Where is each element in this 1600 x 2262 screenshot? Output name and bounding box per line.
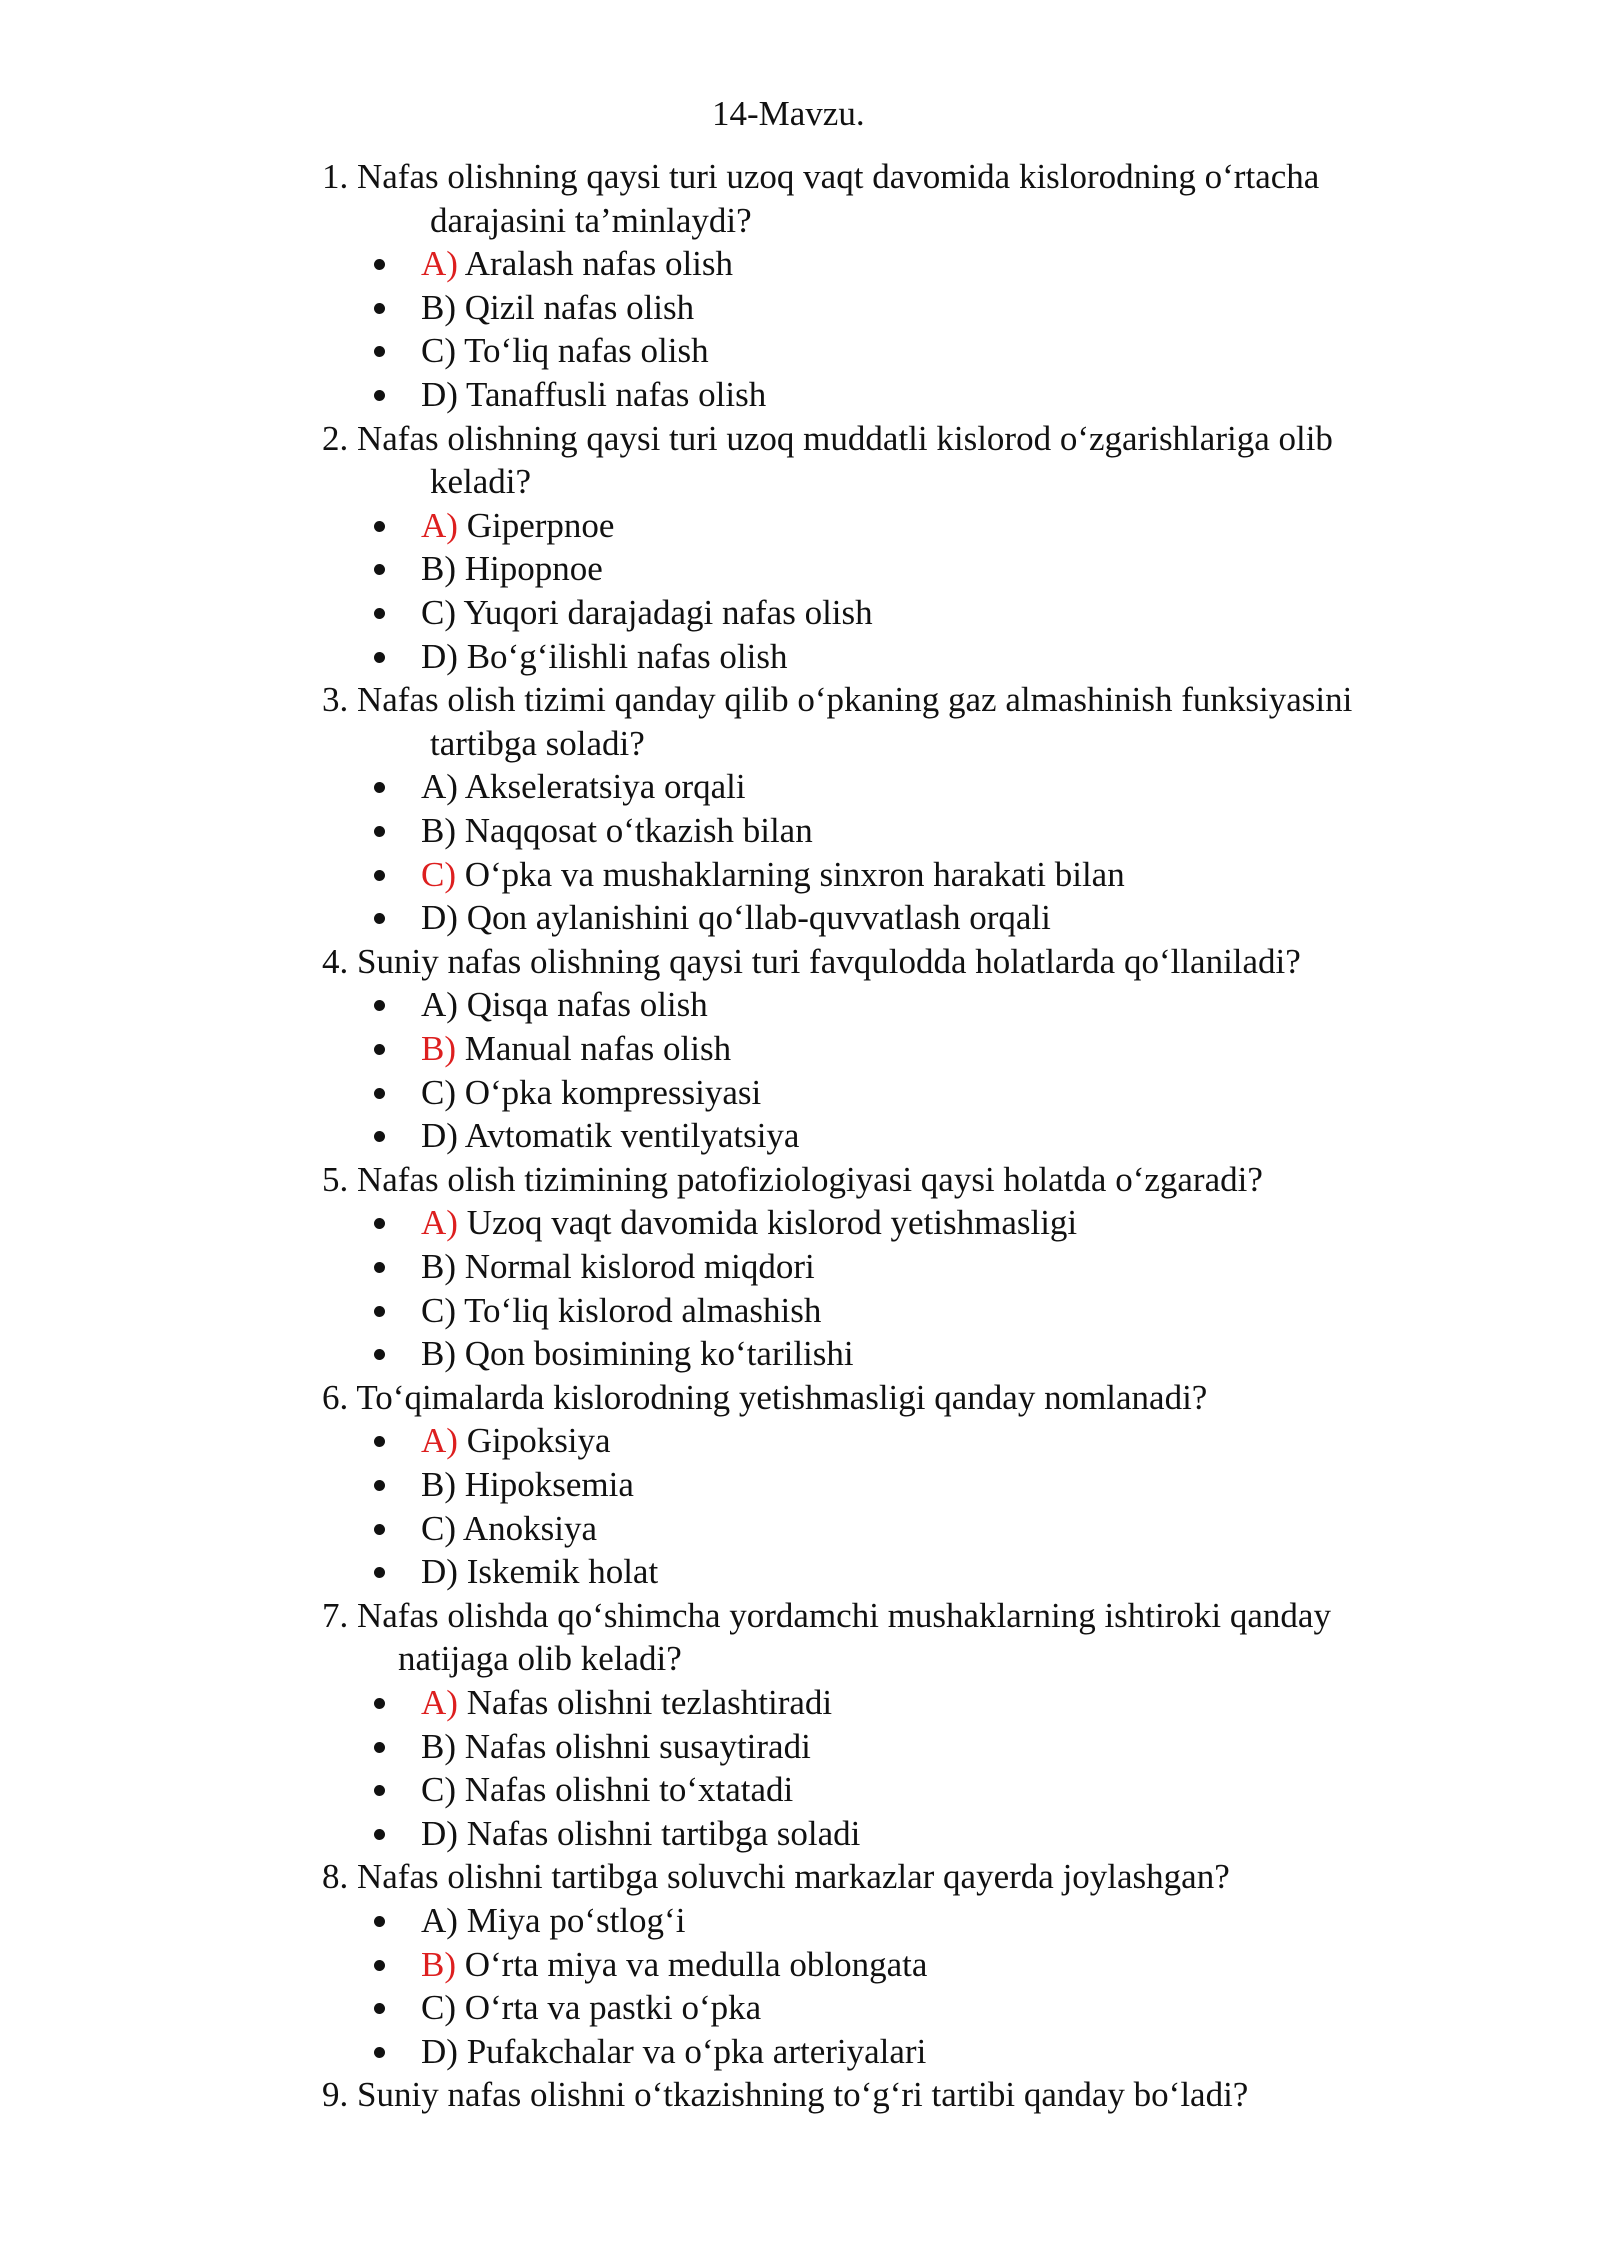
option-text: Hipopnoe xyxy=(456,549,603,589)
bullet-icon xyxy=(374,1044,385,1055)
answer-option xyxy=(421,1332,854,1376)
option-text: O‘rta va pastki o‘pka xyxy=(456,1988,762,2028)
answer-option xyxy=(421,2030,926,2074)
answer-option xyxy=(421,896,1051,940)
option-text: Hipoksemia xyxy=(456,1465,634,1504)
option-text: Iskemik holat xyxy=(457,1552,659,1592)
option-letter: B) xyxy=(421,811,456,850)
answer-option xyxy=(421,1419,611,1463)
correct-option-letter: B) xyxy=(421,1029,456,1068)
option-letter: A) xyxy=(421,1901,458,1940)
bullet-icon xyxy=(374,564,385,575)
answer-option xyxy=(421,1812,860,1856)
option-text: Uzoq vaqt davomida kislorod yetishmasligi xyxy=(457,1203,1078,1243)
bullet-icon xyxy=(374,1306,385,1317)
correct-option-letter: A) xyxy=(421,1203,458,1243)
option-letter: D) xyxy=(421,375,458,414)
answer-option xyxy=(421,591,873,635)
option-letter: B) xyxy=(421,1726,456,1766)
correct-option-letter: B) xyxy=(421,1944,456,1984)
option-letter: C) xyxy=(421,1770,456,1810)
answer-option xyxy=(421,547,603,591)
option-text: O‘rta miya va medulla oblongata xyxy=(456,1944,928,1984)
answer-option xyxy=(421,1289,821,1333)
answer-option xyxy=(421,1550,658,1594)
option-text: To‘liq kislorod almashish xyxy=(456,1290,822,1330)
answer-option xyxy=(421,1768,793,1812)
answer-option xyxy=(421,1245,815,1289)
bullet-icon xyxy=(374,346,385,357)
option-letter: B) xyxy=(421,287,456,327)
option-letter: C) xyxy=(421,1508,456,1548)
answer-option xyxy=(421,329,709,373)
bullet-icon xyxy=(374,1785,385,1796)
option-letter: A) xyxy=(421,767,458,807)
option-text: Avtomatik ventilyatsiya xyxy=(457,1116,800,1156)
bullet-icon xyxy=(374,390,385,401)
answer-option xyxy=(421,809,813,853)
bullet-icon xyxy=(374,1218,385,1229)
option-letter: D) xyxy=(421,1116,458,1156)
option-text: Yuqori darajadagi nafas olish xyxy=(456,593,873,632)
option-text: Nafas olishni tartibga soladi xyxy=(457,1813,861,1853)
option-text: Miya po‘stlog‘i xyxy=(457,1901,686,1940)
question-text: 7. Nafas olishda qo‘shimcha yordamchi mushaklarning ishtiroki qanday xyxy=(322,1595,1331,1635)
correct-option-letter: A) xyxy=(421,1421,458,1461)
answer-option xyxy=(421,1986,761,2030)
answer-option xyxy=(421,1114,799,1158)
option-text: Manual nafas olish xyxy=(456,1029,732,1068)
option-text: Bo‘g‘ilishli nafas olish xyxy=(457,636,788,676)
bullet-icon xyxy=(374,1916,385,1927)
option-text: Tanaffusli nafas olish xyxy=(457,375,767,414)
option-text: Qizil nafas olish xyxy=(456,287,695,327)
option-text: Qisqa nafas olish xyxy=(457,985,708,1025)
option-text: Nafas olishni susaytiradi xyxy=(456,1726,811,1766)
bullet-icon xyxy=(374,1000,385,1011)
correct-option-letter: A) xyxy=(421,244,458,284)
option-letter: C) xyxy=(421,1072,456,1112)
correct-option-letter: A) xyxy=(421,1683,458,1722)
answer-option xyxy=(421,1899,685,1943)
question-text: 4. Suniy nafas olishning qaysi turi favqulodda holatlarda qo‘llaniladi? xyxy=(322,941,1301,981)
bullet-icon xyxy=(374,1829,385,1840)
bullet-icon xyxy=(374,303,385,314)
option-text: Nafas olishni tezlashtiradi xyxy=(457,1683,833,1722)
bullet-icon xyxy=(374,782,385,793)
option-letter: D) xyxy=(421,1552,458,1592)
bullet-icon xyxy=(374,1131,385,1142)
bullet-icon xyxy=(374,1742,385,1753)
bullet-icon xyxy=(374,521,385,532)
answer-option xyxy=(421,635,788,679)
option-letter: B) xyxy=(421,1465,456,1504)
bullet-icon xyxy=(374,652,385,663)
bullet-icon xyxy=(374,2003,385,2014)
bullet-icon xyxy=(374,2047,385,2058)
question-text: 9. Suniy nafas olishni o‘tkazishning to‘g‘ri tartibi qanday bo‘ladi? xyxy=(322,2075,1249,2115)
answer-option xyxy=(421,373,766,417)
answer-option xyxy=(421,1681,832,1725)
option-text: Anoksiya xyxy=(456,1508,597,1548)
option-text: Normal kislorod miqdori xyxy=(456,1247,815,1286)
option-text: O‘pka va mushaklarning sinxron harakati bilan xyxy=(456,854,1125,894)
bullet-icon xyxy=(374,1567,385,1578)
answer-option xyxy=(421,286,694,330)
option-text: Akseleratsiya orqali xyxy=(457,767,746,807)
option-letter: C) xyxy=(421,593,456,632)
bullet-icon xyxy=(374,870,385,881)
bullet-icon xyxy=(374,1088,385,1099)
option-text: Pufakchalar va o‘pka arteriyalari xyxy=(457,2031,927,2071)
option-text: Qon aylanishini qo‘llab-quvvatlash orqali xyxy=(457,898,1051,938)
option-letter: B) xyxy=(421,549,456,589)
bullet-icon xyxy=(374,259,385,270)
option-text: Naqqosat o‘tkazish bilan xyxy=(456,811,813,850)
answer-option xyxy=(421,1507,597,1551)
answer-option xyxy=(421,765,746,809)
bullet-icon xyxy=(374,826,385,837)
answer-option xyxy=(421,853,1125,897)
correct-option-letter: A) xyxy=(421,505,458,545)
option-text: O‘pka kompressiyasi xyxy=(456,1072,762,1112)
question-text: 5. Nafas olish tizimining patofiziologiyasi qaysi holatda o‘zgaradi? xyxy=(322,1159,1263,1199)
answer-option xyxy=(421,1943,927,1987)
bullet-icon xyxy=(374,1262,385,1273)
bullet-icon xyxy=(374,608,385,619)
question-text-continued: keladi? xyxy=(430,462,532,502)
question-text: 3. Nafas olish tizimi qanday qilib o‘pkaning gaz almashinish funksiyasini xyxy=(322,680,1353,720)
answer-option xyxy=(421,1463,634,1507)
bullet-icon xyxy=(374,1698,385,1709)
bullet-icon xyxy=(374,1524,385,1535)
option-text: Nafas olishni to‘xtatadi xyxy=(456,1770,794,1810)
bullet-icon xyxy=(374,913,385,924)
question-text-continued: natijaga olib keladi? xyxy=(398,1639,682,1679)
answer-option xyxy=(421,1201,1077,1245)
answer-option xyxy=(421,1725,811,1769)
option-letter: B) xyxy=(421,1334,456,1374)
question-text: 2. Nafas olishning qaysi turi uzoq muddatli kislorod o‘zgarishlariga olib xyxy=(322,418,1333,458)
option-text: Qon bosimining ko‘tarilishi xyxy=(456,1334,854,1374)
question-text-continued: tartibga soladi? xyxy=(430,723,645,763)
option-letter: C) xyxy=(421,1988,456,2028)
option-letter: D) xyxy=(421,898,458,938)
bullet-icon xyxy=(374,1960,385,1971)
correct-option-letter: C) xyxy=(421,854,456,894)
question-text-continued: darajasini ta’minlaydi? xyxy=(430,200,752,240)
bullet-icon xyxy=(374,1436,385,1447)
option-letter: B) xyxy=(421,1247,456,1286)
answer-option xyxy=(421,242,733,286)
option-letter: D) xyxy=(421,636,458,676)
option-text: Gipoksiya xyxy=(457,1421,611,1461)
answer-option xyxy=(421,1071,761,1115)
bullet-icon xyxy=(374,1480,385,1491)
option-letter: D) xyxy=(421,2031,458,2071)
question-text: 8. Nafas olishni tartibga soluvchi markazlar qayerda joylashgan? xyxy=(322,1857,1230,1897)
option-letter: C) xyxy=(421,1290,456,1330)
option-text: Aralash nafas olish xyxy=(457,244,734,284)
answer-option xyxy=(421,983,708,1027)
option-letter: D) xyxy=(421,1813,458,1853)
option-text: To‘liq nafas olish xyxy=(456,331,709,371)
option-text: Giperpnoe xyxy=(457,505,615,545)
answer-option xyxy=(421,504,614,548)
answer-option xyxy=(421,1027,731,1071)
question-text: 6. To‘qimalarda kislorodning yetishmasligi qanday nomlanadi? xyxy=(322,1377,1208,1417)
option-letter: C) xyxy=(421,331,456,371)
option-letter: A) xyxy=(421,985,458,1025)
question-text: 1. Nafas olishning qaysi turi uzoq vaqt davomida kislorodning o‘rtacha xyxy=(322,157,1320,196)
page-title: 14-Mavzu. xyxy=(712,94,865,133)
bullet-icon xyxy=(374,1349,385,1360)
